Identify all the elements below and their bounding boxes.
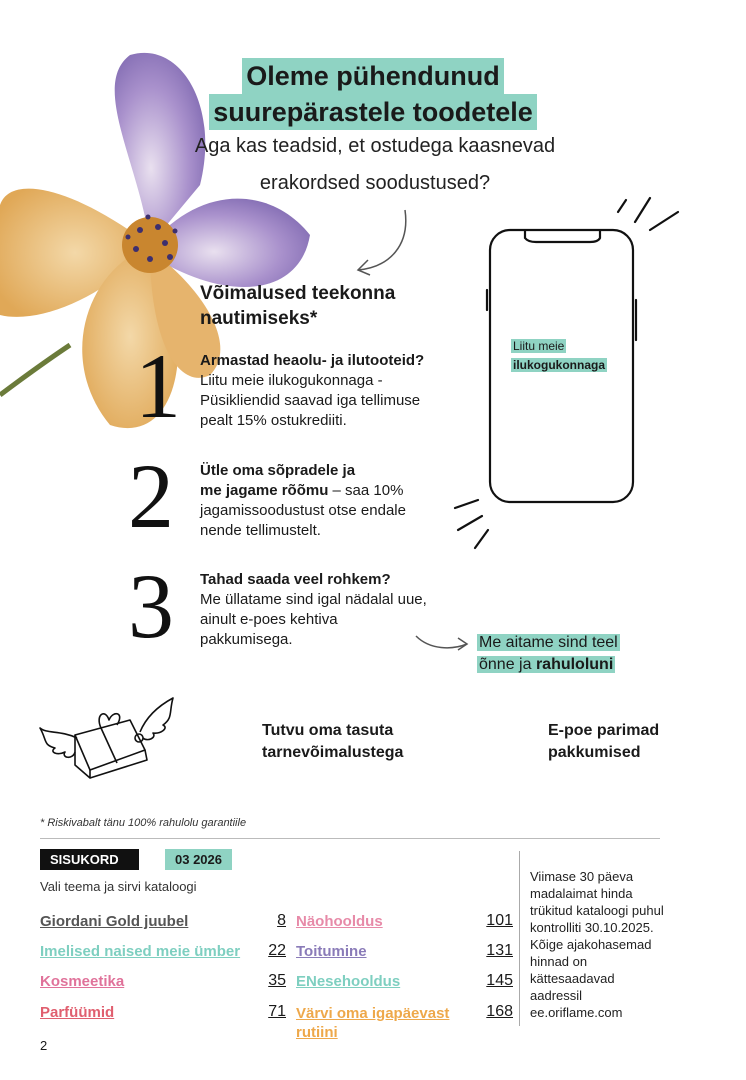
toc-item-title: Värvi oma igapäevast: [296, 1005, 450, 1022]
toc-page[interactable]: 8: [277, 912, 286, 929]
phone-sketch-icon: [450, 190, 690, 560]
journey-heading: [200, 281, 395, 331]
toc-item-title: Näohooldus: [296, 913, 383, 930]
price-note-line: trükitud kataloogi puhul: [530, 903, 664, 918]
best-offers-link[interactable]: [548, 720, 659, 764]
step-3-line: ainult e-poes kehtiva: [200, 611, 338, 628]
step-3-line: Me üllatame sind igal nädalal uue,: [200, 591, 427, 608]
step-2-heading: Ütle oma sõpradele ja: [200, 462, 356, 479]
step-3-line: pakkumisega.: [200, 631, 293, 648]
page-title: [0, 58, 746, 130]
step-2-line: nende tellimustelt.: [200, 522, 321, 539]
offers-line-1: E-poe parimad: [548, 722, 660, 739]
toc-item-title: Parfüümid: [40, 1004, 115, 1021]
divider: [40, 838, 660, 839]
toc-item-title: Imelised naised meie ümber: [40, 943, 241, 960]
title-line-2: suurepärastele toodetele: [209, 94, 537, 130]
toc-page[interactable]: 101: [486, 912, 513, 929]
price-note: [530, 868, 664, 1021]
subtitle-line-1: Aga kas teadsid, et ostudega kaasnevad: [194, 135, 556, 157]
toc-hint: Vali teema ja sirvi kataloogi: [40, 879, 197, 894]
price-note-line: Kõige ajakohasemad: [530, 937, 652, 952]
toc-item-color-routine[interactable]: [296, 1004, 449, 1042]
step-3-heading: Tahad saada veel rohkem?: [200, 571, 391, 588]
toc-page[interactable]: 131: [486, 942, 513, 959]
toc-item-title-2: rutiini: [296, 1024, 338, 1041]
help-line-2: õnne ja: [479, 656, 536, 673]
toc-item-giordani[interactable]: [40, 913, 188, 930]
step-number-3: 3: [128, 555, 174, 657]
toc-page[interactable]: 168: [486, 1003, 513, 1020]
toc-item-title: Giordani Gold juubel: [40, 913, 189, 930]
toc-item-nutrition[interactable]: [296, 943, 367, 960]
toc-item-women[interactable]: [40, 943, 240, 960]
footnote: * Riskivabalt tänu 100% rahulolu garantiile: [40, 817, 247, 829]
delivery-line-2: tarnevõimalustega: [262, 744, 404, 761]
step-1-heading: Armastad heaolu- ja ilutooteid?: [200, 352, 425, 369]
price-note-line: kättesaadavad: [530, 971, 615, 986]
journey-heading-line-1: Võimalused teekonna: [200, 283, 396, 304]
step-2-rest: – saa 10%: [328, 482, 404, 499]
vertical-divider: [519, 851, 520, 1026]
toc-page[interactable]: 145: [486, 972, 513, 989]
step-1-text: [200, 351, 460, 431]
step-number-1: 1: [135, 335, 181, 437]
step-number-2: 2: [128, 445, 174, 547]
toc-label: SISUKORD: [40, 849, 139, 870]
toc-item-title: Toitumine: [296, 943, 367, 960]
step-1-line: Püsikliendid saavad iga tellimuse: [200, 392, 421, 409]
toc-item-selfcare[interactable]: [296, 973, 400, 990]
winged-gift-icon: [35, 690, 180, 785]
price-note-line: aadressil: [530, 988, 583, 1003]
journey-heading-line-2: nautimiseks*: [200, 308, 318, 329]
delivery-line-1: Tutvu oma tasuta: [262, 722, 394, 739]
help-line-1: Me aitame sind teel: [479, 634, 618, 651]
join-line-2: ilukogukonnaga: [513, 358, 606, 372]
price-note-line: kontrolliti 30.10.2025.: [530, 920, 654, 935]
toc-page[interactable]: 22: [268, 942, 286, 959]
step-1-line: pealt 15% ostukrediiti.: [200, 412, 347, 429]
toc-item-title: ENesehooldus: [296, 973, 401, 990]
join-community-label: [511, 337, 607, 375]
step-2-line: jagamissoodustust otse endale: [200, 502, 406, 519]
toc-item-skincare[interactable]: [296, 913, 383, 930]
page-number: 2: [40, 1038, 48, 1053]
toc-item-title: Kosmeetika: [40, 973, 125, 990]
help-highlight: [477, 632, 620, 676]
subtitle-line-2: erakordsed soodustused?: [259, 172, 491, 194]
toc-issue: 03 2026: [165, 849, 232, 870]
toc-page[interactable]: 71: [268, 1003, 286, 1020]
delivery-options-link[interactable]: [262, 720, 403, 764]
join-line-1: Liitu meie: [513, 339, 565, 353]
price-note-line: Viimase 30 päeva: [530, 869, 634, 884]
step-2-heading-2: me jagame rõõmu: [200, 482, 329, 499]
offers-line-2: pakkumised: [548, 744, 641, 761]
price-note-line: hinnad on: [530, 954, 588, 969]
title-line-1: Oleme pühendunud: [242, 58, 504, 94]
toc-item-cosmetics[interactable]: [40, 973, 124, 990]
toc-page[interactable]: 35: [268, 972, 286, 989]
step-2-text: [200, 461, 460, 541]
step-1-line: Liitu meie ilukogukonnaga -: [200, 372, 383, 389]
arrow-right-icon: [412, 630, 472, 655]
help-line-2-bold: rahuloluni: [535, 656, 614, 673]
curly-arrow-icon: [350, 205, 420, 280]
price-note-url[interactable]: ee.oriflame.com: [530, 1005, 623, 1020]
price-note-line: madalaimat hinda: [530, 886, 633, 901]
toc-item-perfumes[interactable]: [40, 1004, 114, 1021]
